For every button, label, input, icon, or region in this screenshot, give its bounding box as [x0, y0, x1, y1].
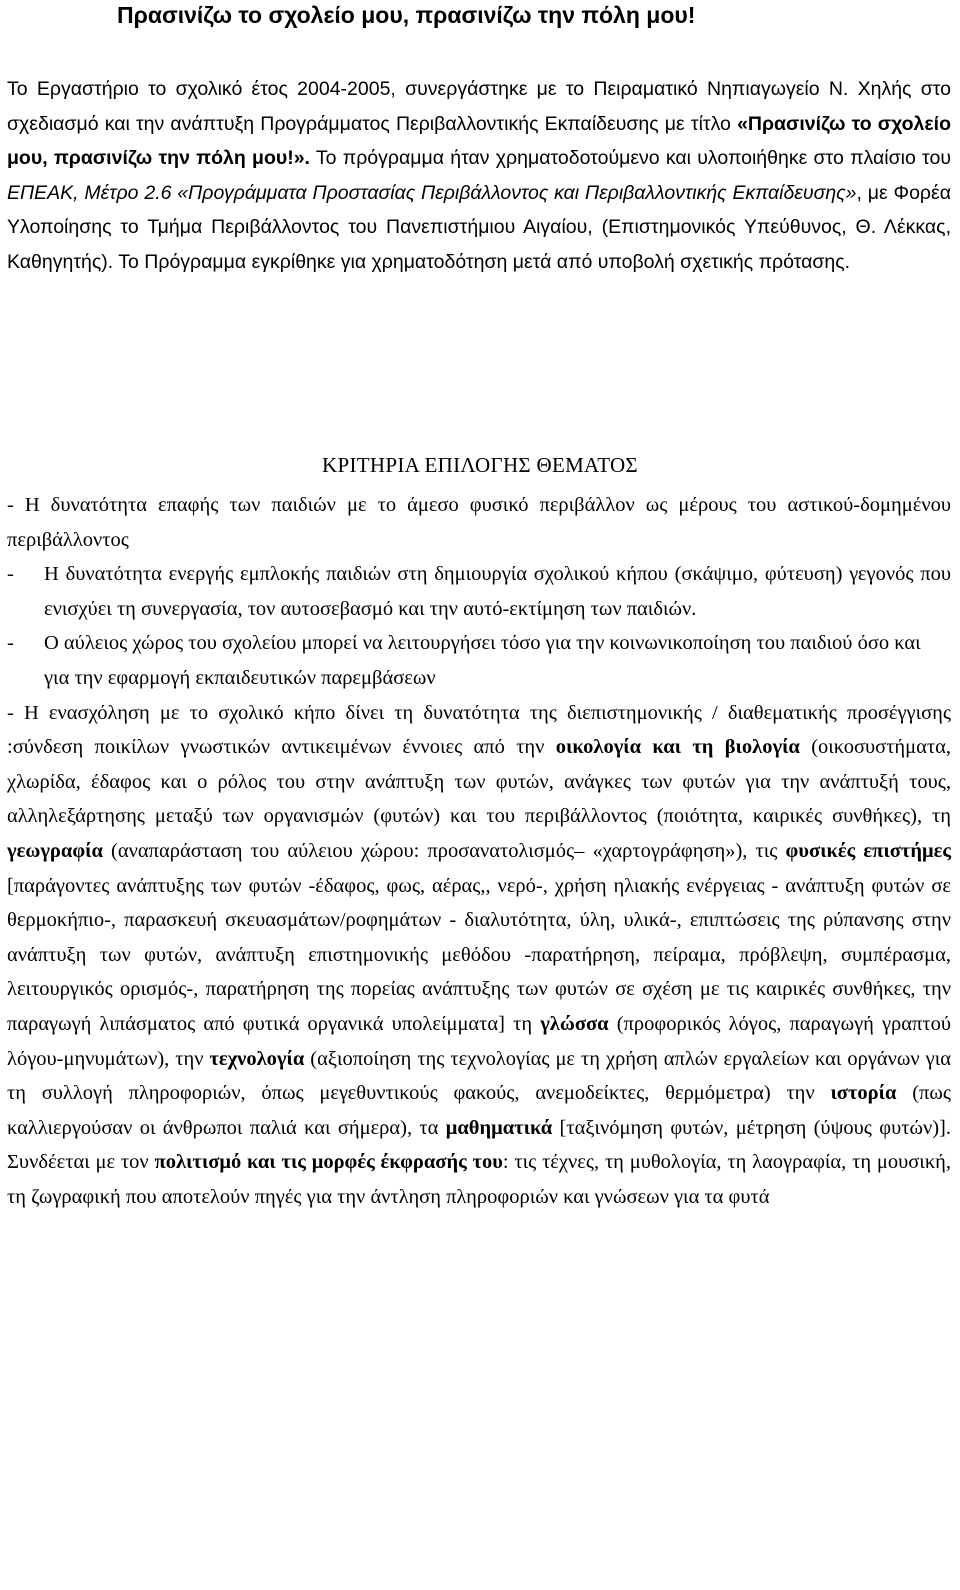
- criteria-item-4-text: [παράγοντες ανάπτυξης των φυτών -έδαφος, φως, αέρας,, νερό-, χρήση ηλιακής ενέργειας - ανάπτυξη φυτών σε θερμοκήπιο-, παρασκευή σκευασμάτων/ροφημάτων - διαλυτότητα, ύλη, υλικά-, επιπτώσεις της ρύπανσης στην ανάπτυξη των φυτών, ανάπτυξη επιστημονικής μεθόδου -παρατήρηση, πείραμα, πρόβλεψη, συμπέρασμα, λειτουργικός ορισμός-, παρατήρηση της πορείας ανάπτυξης των φυτών σε σχέση με τις καιρικές συνθήκες, την παραγωγή λιπάσματος από φυτικά οργανικά υπολείμματα] τη: [7, 874, 951, 1035]
- criteria-item-3: [7, 626, 951, 695]
- subject-history: ιστορία: [830, 1082, 897, 1105]
- criteria-item-3-text: Ο αύλειος χώρος του σχολείου μπορεί να λειτουργήσει τόσο για την κοινωνικοποίηση του παιδιού όσο και για την εφαρμογή εκπαιδευτικών παρεμβάσεων: [44, 632, 921, 689]
- criteria-list: [7, 488, 951, 1214]
- subject-geography: γεωγραφία: [7, 839, 103, 862]
- criteria-item-4-text: (αξιοποίηση της τεχνολογίας με τη χρήση απλών εργαλείων και οργάνων για τη συλλογή πληροφοριών, όπως μεγεθυντικούς φακούς, ανεμοδείκτες, θερμόμετρα) την: [7, 1047, 951, 1105]
- intro-text-3: , με Φορέα Υλοποίησης το Τμήμα Περιβάλλοντος του Πανεπιστήμιου Αιγαίου, (Επιστημονικός Υπεύθυνος, Θ. Λέκκας, Καθηγητής). Το Πρόγραμμα εγκρίθηκε για χρηματοδότηση μετά από υποβολή σχετικής πρότασης.: [7, 181, 951, 273]
- criteria-item-4-text: (αναπαράσταση του αύλειου χώρου: προσανατολισμός– «χαρτογράφηση»), τις: [102, 839, 786, 862]
- subject-culture: πολιτισμό και τις μορφές έκφρασής του: [154, 1151, 503, 1174]
- criteria-dash: -: [7, 632, 14, 655]
- intro-paragraph: [7, 72, 951, 279]
- subject-technology: τεχνολογία: [209, 1047, 305, 1070]
- criteria-item-4: [7, 696, 951, 1215]
- criteria-item-1: - Η δυνατότητα επαφής των παιδιών με το άμεσο φυσικό περιβάλλον ως μέρους του αστικού-δομημένου περιβάλλοντος: [7, 494, 951, 551]
- subject-language: γλώσσα: [540, 1012, 609, 1035]
- criteria-item-4-text: (πως καλλιεργούσαν οι άνθρωποι παλιά και σήμερα), τα: [7, 1082, 951, 1139]
- criteria-item-4-text: [ταξινόμηση φυτών, μέτρηση (ύψους φυτών)]. Συνδέεται με τον: [7, 1116, 951, 1174]
- criteria-item-4-text: (οικοσυστήματα, χλωρίδα, έδαφος και ο ρόλος του στην ανάπτυξη των φυτών, ανάγκες των φυτών για την ανάπτυξή τους, αλληλεξάρτησης μεταξύ των οργανισμών (φυτών) και του περιβάλλοντος (ποιότητα, καιρικές συνθήκες), τη: [7, 736, 951, 828]
- criteria-item-2: [7, 557, 951, 626]
- criteria-heading: ΚΡΙΤΗΡΙΑ ΕΠΙΛΟΓΗΣ ΘΕΜΑΤΟΣ: [322, 453, 638, 477]
- subject-ecology-biology: οικολογία και τη βιολογία: [555, 736, 800, 759]
- criteria-item-2-text: Η δυνατότητα ενεργής εμπλοκής παιδιών στη δημιουργία σχολικού κήπου (σκάψιμο, φύτευση) γεγονός που ενισχύει τη συνεργασία, τον αυτοσεβασμό και την αυτό-εκτίμηση των παιδιών.: [44, 563, 951, 620]
- intro-text-1: Το Εργαστήριο το σχολικό έτος 2004-2005, συνεργάστηκε με το Πειραματικό Νηπιαγωγείο Ν. Χηλής στο σχεδιασμό και την ανάπτυξη Προγράμματος Περιβαλλοντικής Εκπαίδευσης με τίτλο: [7, 78, 951, 135]
- document-title: Πρασινίζω το σχολείο μου, πρασινίζω την πόλη μου!: [117, 2, 696, 28]
- subject-natural-sciences: φυσικές επιστήμες: [785, 839, 951, 862]
- intro-text-2: Το πρόγραμμα ήταν χρηματοδοτούμενο και υλοποιήθηκε στο πλαίσιο του: [309, 147, 951, 169]
- criteria-item-4-text: (προφορικός λόγος, παραγωγή γραπτού λόγου-μηνυμάτων), την: [7, 1012, 951, 1070]
- criteria-dash: -: [7, 563, 14, 586]
- intro-measure: ΕΠΕΑΚ, Μέτρο 2.6 «Προγράμματα Προστασίας Περιβάλλοντος και Περιβαλλοντικής Εκπαίδευσης»: [7, 181, 857, 204]
- criteria-item-4-text: - Η ενασχόληση με το σχολικό κήπο δίνει τη δυνατότητα της διεπιστημονικής / διαθεματικής προσέγγισης :σύνδεση ποικίλων γνωστικών αντικειμένων έννοιες από την: [7, 701, 951, 759]
- subject-mathematics: μαθηματικά: [445, 1116, 553, 1139]
- criteria-item-4-text: : τις τέχνες, τη μυθολογία, τη λαογραφία, τη μουσική, τη ζωγραφική που αποτελούν πηγές για την άντληση πληροφοριών και γνώσεων για τα φυτά: [7, 1151, 951, 1208]
- intro-program-title: «Πρασινίζω το σχολείο μου, πρασινίζω την πόλη μου!».: [7, 112, 951, 169]
